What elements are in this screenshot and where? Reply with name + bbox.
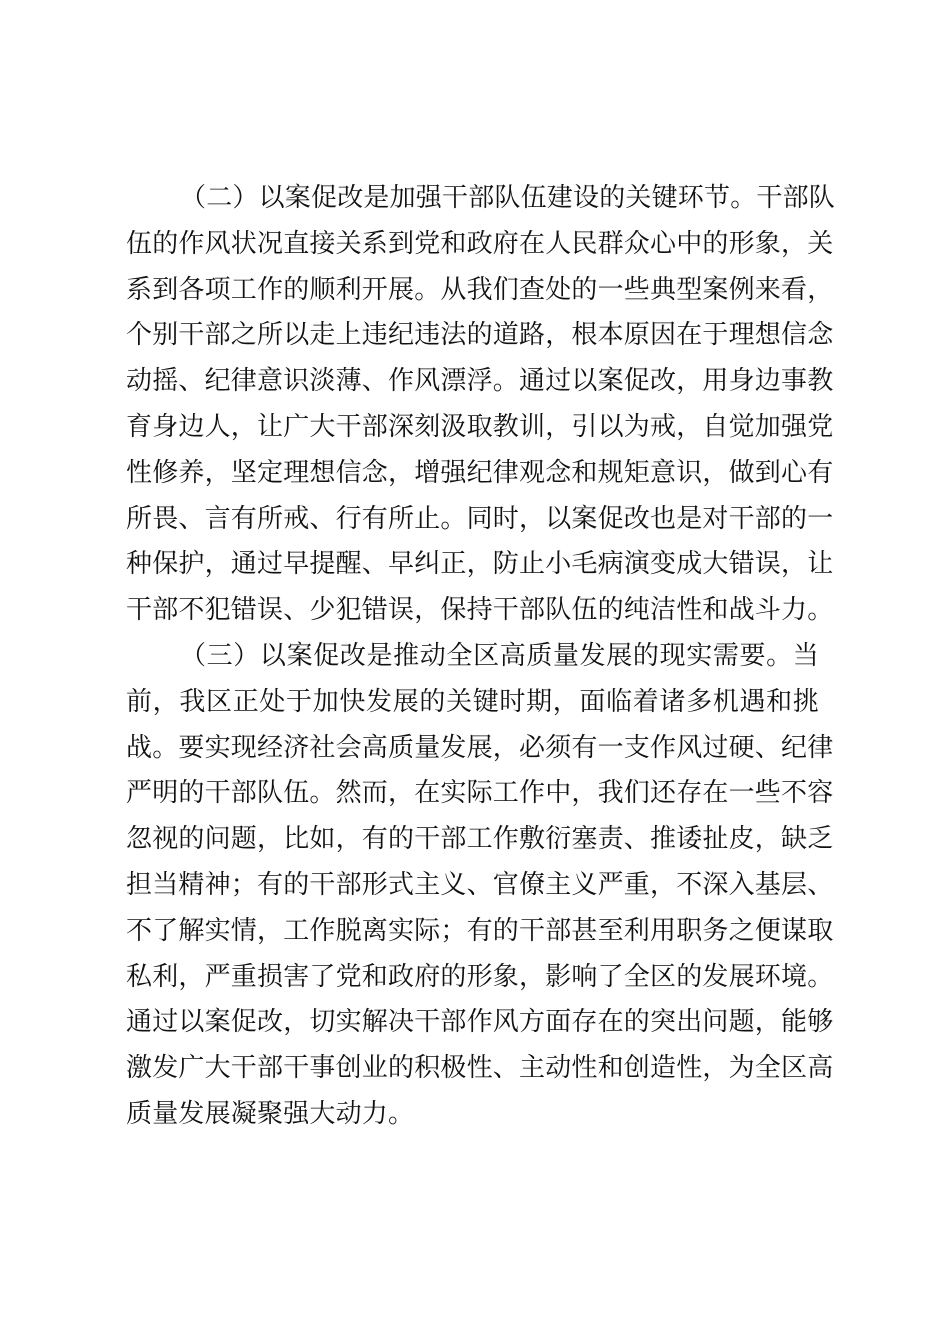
text-line: 激发广大干部干事创业的积极性、主动性和创造性，为全区高 xyxy=(126,1053,834,1084)
text-line: 干部不犯错误、少犯错误，保持干部队伍的纯洁性和战斗力。 xyxy=(126,595,834,626)
text-line: （二）以案促改是加强干部队伍建设的关键环节。干部队 xyxy=(180,183,836,213)
text-line: 质量发展凝聚强大动力。 xyxy=(126,1098,415,1129)
paragraph-section-two xyxy=(126,176,836,634)
text-line: 伍的作风状况直接关系到党和政府在人民群众心中的形象，关 xyxy=(126,228,834,259)
text-line: 不了解实情，工作脱离实际；有的干部甚至利用职务之便谋取 xyxy=(126,915,834,946)
text-line: 育身边人，让广大干部深刻汲取教训，引以为戒，自觉加强党 xyxy=(126,411,834,442)
text-line: 战。要实现经济社会高质量发展，必须有一支作风过硬、纪律 xyxy=(126,732,834,763)
text-line: 私利，严重损害了党和政府的形象，影响了全区的发展环境。 xyxy=(126,961,834,992)
text-line: 担当精神；有的干部形式主义、官僚主义严重，不深入基层、 xyxy=(126,869,834,900)
text-line: 系到各项工作的顺利开展。从我们查处的一些典型案例来看， xyxy=(126,274,834,305)
text-line: 通过以案促改，切实解决干部作风方面存在的突出问题，能够 xyxy=(126,1007,834,1038)
paragraph-section-three xyxy=(126,634,834,1138)
text-line: 前，我区正处于加快发展的关键时期，面临着诸多机遇和挑 xyxy=(126,686,819,717)
text-line: 所畏、言有所戒、行有所止。同时，以案促改也是对干部的一 xyxy=(126,503,834,534)
text-line: （三）以案促改是推动全区高质量发展的现实需要。当 xyxy=(180,640,819,671)
text-line: 严明的干部队伍。然而，在实际工作中，我们还存在一些不容 xyxy=(126,778,834,809)
text-line: 动摇、纪律意识淡薄、作风漂浮。通过以案促改，用身边事教 xyxy=(126,366,834,397)
document-body xyxy=(126,176,836,1138)
text-line: 种保护，通过早提醒、早纠正，防止小毛病演变成大错误，让 xyxy=(126,549,834,580)
text-line: 忽视的问题，比如，有的干部工作敷衍塞责、推诿扯皮，缺乏 xyxy=(126,824,834,855)
text-line: 性修养，坚定理想信念，增强纪律观念和规矩意识，做到心有 xyxy=(126,457,834,488)
text-line: 个别干部之所以走上违纪违法的道路，根本原因在于理想信念 xyxy=(126,320,834,351)
